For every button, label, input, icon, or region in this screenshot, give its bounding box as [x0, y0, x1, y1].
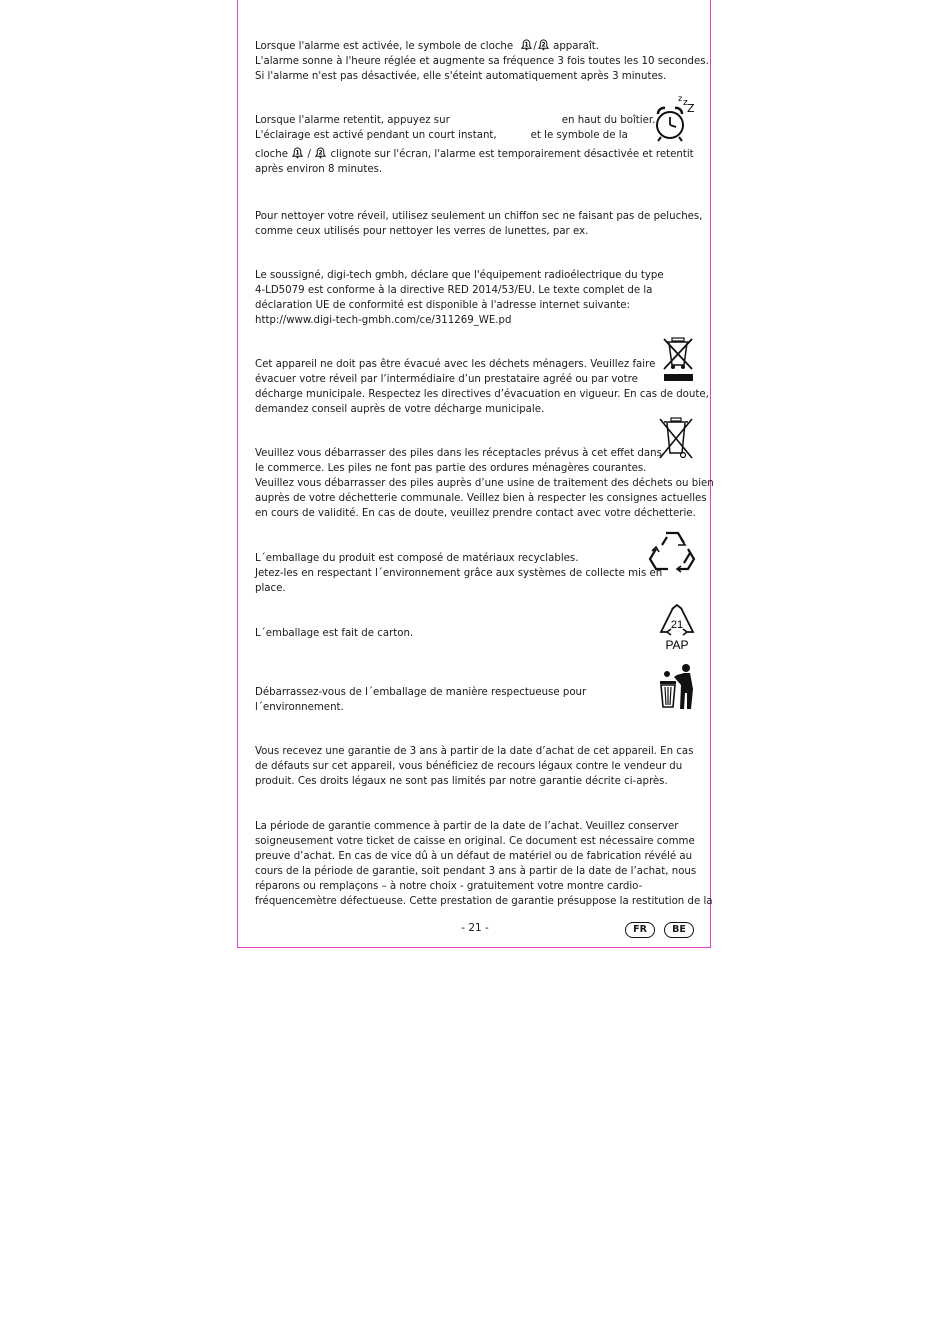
bell-2-number: 2: [318, 149, 323, 157]
text-line: Pour nettoyer votre réveil, utilisez seulement un chiffon sec ne faisant pas de peluches,: [255, 211, 703, 222]
recycle-code-number: 21: [670, 619, 684, 631]
bell-2-icon: [314, 146, 327, 159]
text-line: 4-LD5079 est conforme à la directive RED 2014/53/EU. Le texte complet de la: [255, 285, 653, 296]
text-line: l´environnement.: [255, 702, 344, 713]
text-fragment: Lorsque l'alarme retentit, appuyez sur: [255, 115, 450, 126]
text-line: [255, 128, 695, 143]
text-line: en cours de validité. En cas de doute, veuillez prendre contact avec votre déchetterie.: [255, 508, 696, 519]
text-fragment: Lorsque l'alarme est activée, le symbole de cloche: [255, 41, 514, 52]
text-line: Veuillez vous débarrasser des piles auprès d’une usine de traitement des déchets ou bien: [255, 478, 714, 489]
text-line: réparons ou remplaçons – à notre choix - gratuitement votre montre cardio-: [255, 881, 643, 892]
section-snooze: [255, 113, 695, 177]
alarm-clock-snooze-icon: [652, 92, 696, 144]
text-line: Veuillez vous débarrasser des piles dans les réceptacles prévus à cet effet dans: [255, 448, 662, 459]
section-dispose-packaging: [255, 685, 695, 715]
section-cleaning: [255, 209, 703, 239]
text-line: Cet appareil ne doit pas être évacué avec les déchets ménagers. Veuillez faire: [255, 359, 656, 370]
bell-2-icon: [537, 38, 550, 51]
text-fragment: L'éclairage est activé pendant un court instant,: [255, 130, 497, 141]
section-packaging: [255, 551, 695, 596]
text-line: Vous recevez une garantie de 3 ans à partir de la date d’achat de cet appareil. En cas: [255, 746, 694, 757]
section-conformity: [255, 268, 695, 328]
text-line: le commerce. Les piles ne font pas partie des ordures ménagères courantes.: [255, 463, 647, 474]
text-line: Si l'alarme n'est pas désactivée, elle s'éteint automatiquement après 3 minutes.: [255, 71, 667, 82]
section-alarm-on: [255, 38, 709, 84]
text-line: [255, 38, 695, 54]
text-fragment: en haut du boîtier.: [561, 115, 656, 126]
text-line: place.: [255, 583, 286, 594]
bell-2-number: 2: [541, 41, 546, 49]
svg-text:z: z: [683, 98, 688, 108]
text-line: Débarrassez-vous de l´emballage de manière respectueuse pour: [255, 687, 587, 698]
section-disposal: [255, 357, 709, 417]
text-line: demandez conseil auprès de votre décharge municipale.: [255, 404, 545, 415]
text-line: [255, 113, 695, 128]
bell-1-icon: [291, 146, 304, 159]
svg-text:z: z: [678, 94, 683, 103]
text-line: [255, 146, 695, 162]
text-fragment: cloche: [255, 149, 288, 160]
text-line: http://www.digi-tech-gmbh.com/ce/311269_WE.pd: [255, 315, 512, 326]
bell-1-number: 1: [524, 41, 529, 49]
text-line: L´emballage du produit est composé de matériaux recyclables.: [255, 553, 579, 564]
text-line: La période de garantie commence à partir de la date de l’achat. Veuillez conserver: [255, 821, 679, 832]
recycle-code-label: PAP: [665, 638, 689, 652]
text-line: Le soussigné, digi-tech gmbh, déclare que l'équipement radioélectrique du type: [255, 270, 664, 281]
svg-text:Z: Z: [687, 102, 695, 115]
text-line: Jetez-les en respectant l´environnement grâce aux systèmes de collecte mis en: [255, 568, 663, 579]
section-warranty: [255, 744, 695, 789]
recycle-icon: [648, 529, 696, 575]
slash: /: [307, 149, 311, 160]
slash: /: [533, 41, 537, 52]
language-badge-fr: FR: [625, 922, 655, 938]
text-line: L´emballage est fait de carton.: [255, 628, 414, 639]
section-batteries: [255, 446, 714, 521]
bell-1-number: 1: [295, 149, 300, 157]
text-fragment: et le symbole de la: [530, 130, 628, 141]
text-line: auprès de votre déchetterie communale. Veillez bien à respecter les consignes actuelles: [255, 493, 707, 504]
text-line: fréquencemètre défectueuse. Cette prestation de garantie présuppose la restitution de la: [255, 896, 713, 907]
text-line: cours de la période de garantie, soit pendant 3 ans à partir de la date de l’achat, nous: [255, 866, 697, 877]
text-line: déclaration UE de conformité est disponible à l'adresse internet suivante:: [255, 300, 630, 311]
text-line: L'alarme sonne à l'heure réglée et augmente sa fréquence 3 fois toutes les 10 secondes.: [255, 56, 709, 67]
text-line: de défauts sur cet appareil, vous bénéficiez de recours légaux contre le vendeur du: [255, 761, 683, 772]
text-line: soigneusement votre ticket de caisse en original. Ce document est nécessaire comme: [255, 836, 695, 847]
text-fragment: apparaît.: [553, 41, 600, 52]
tidyman-icon: [657, 663, 697, 711]
recycle-code-pap-icon: [657, 604, 697, 652]
text-line: produit. Ces droits légaux ne sont pas limités par notre garantie décrite ci-après.: [255, 776, 668, 787]
bell-1-icon: [520, 38, 533, 51]
page-number: - 21 -: [461, 922, 489, 934]
section-carton: [255, 626, 695, 641]
weee-crossed-bin-icon: [661, 336, 695, 384]
language-badge-be: BE: [664, 922, 694, 938]
text-line: évacuer votre réveil par l’intermédiaire d’un prestataire agréé ou par votre: [255, 374, 638, 385]
battery-crossed-bin-icon: [657, 416, 695, 462]
text-fragment: clignote sur l'écran, l'alarme est temporairement désactivée et retentit: [330, 149, 694, 160]
text-line: après environ 8 minutes.: [255, 164, 383, 175]
text-line: décharge municipale. Respectez les directives d’évacuation en vigueur. En cas de doute,: [255, 389, 709, 400]
section-warranty-period: [255, 819, 713, 909]
text-line: preuve d’achat. En cas de vice dû à un défaut de matériel ou de fabrication révélé au: [255, 851, 693, 862]
text-line: comme ceux utilisés pour nettoyer les verres de lunettes, par ex.: [255, 226, 589, 237]
